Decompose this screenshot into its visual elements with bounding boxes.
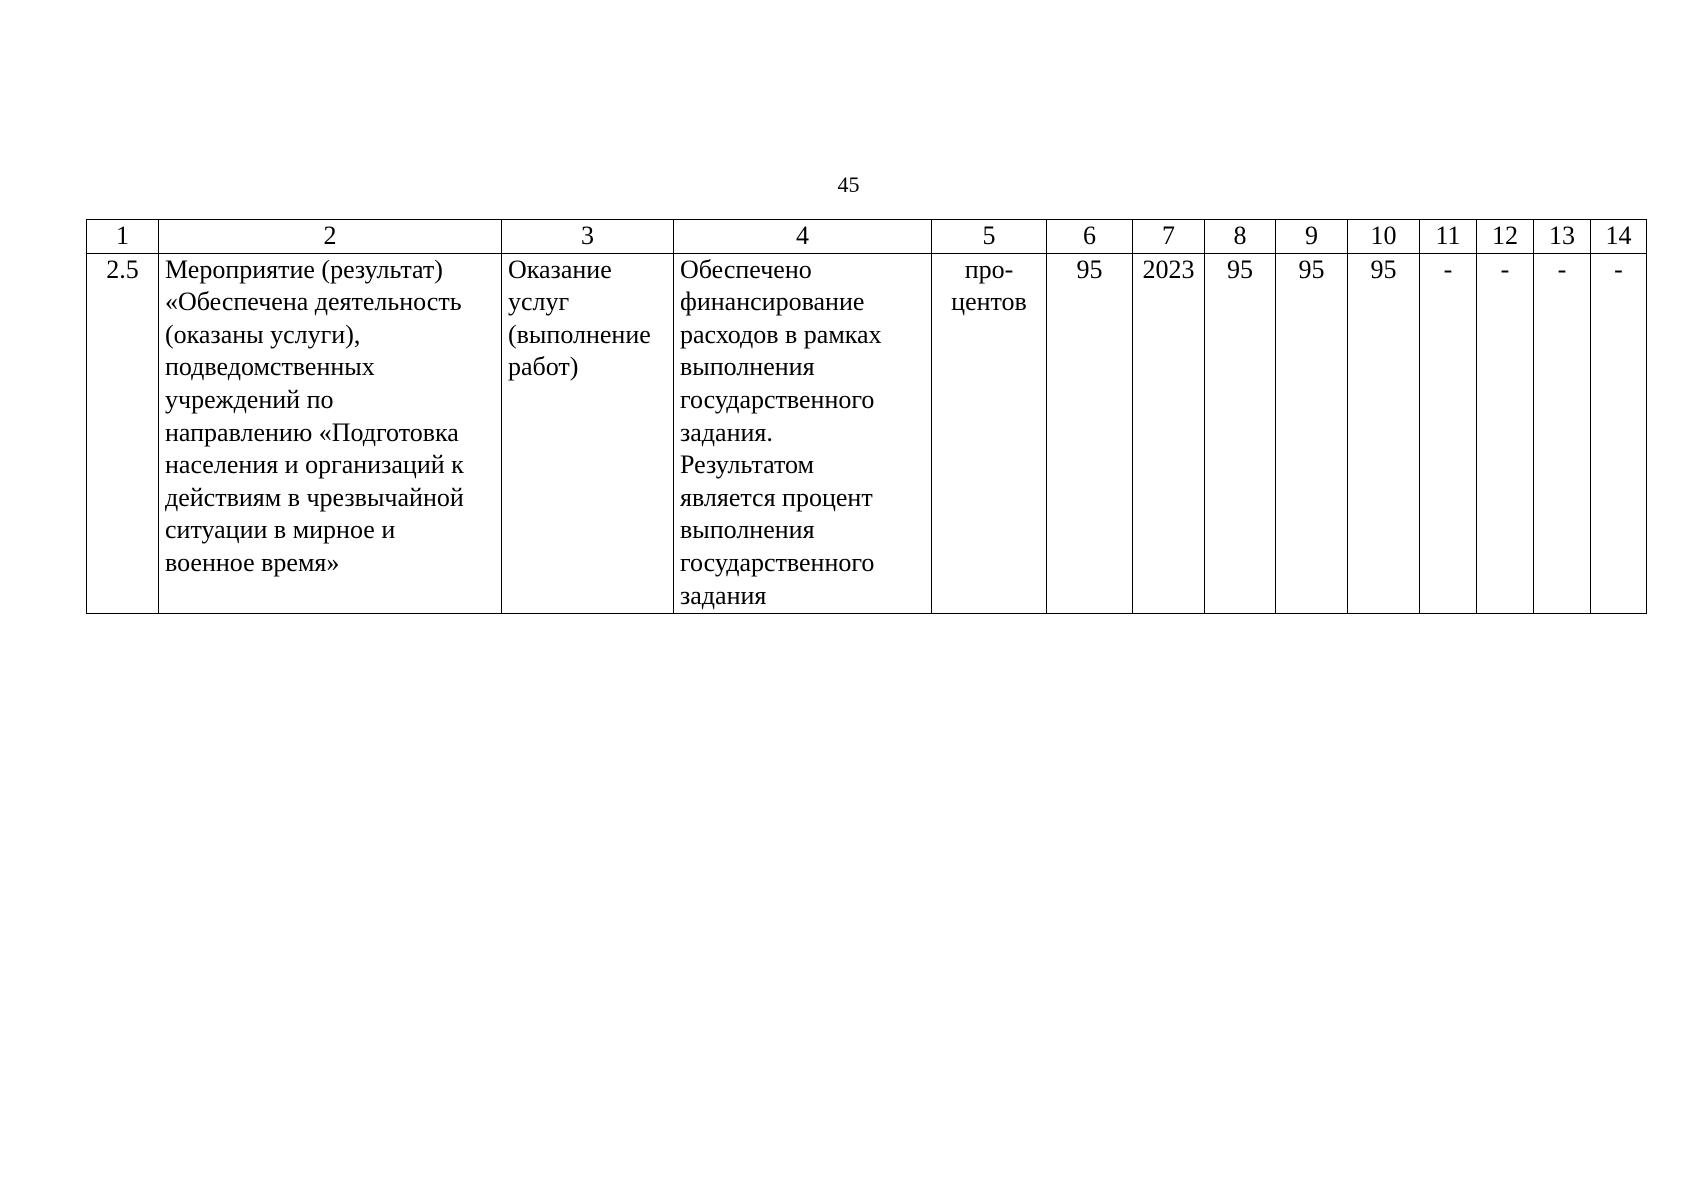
header-col-2: 2	[159, 220, 502, 254]
value-cell-14: -	[1591, 253, 1647, 613]
header-col-1: 1	[87, 220, 159, 254]
base-year-cell: 2023	[1133, 253, 1205, 613]
value-cell-9: 95	[1276, 253, 1348, 613]
value-cell-13: -	[1534, 253, 1591, 613]
header-row	[87, 220, 1647, 254]
measure-description-cell: Обеспечено финансирование расходов в рамках выполнения государственного задания. Результатом является процент выполнения государственного задания	[674, 253, 932, 613]
value-cell-12: -	[1477, 253, 1534, 613]
results-table	[86, 219, 1647, 614]
header-col-7: 7	[1133, 220, 1205, 254]
measure-name-cell: Мероприятие (результат) «Обеспечена деятельность (оказаны услуги), подведомственных учреждений по направлению «Подготовка населения и организаций к действиям в чрезвычайной ситуации в мирное и военное время»	[159, 253, 502, 613]
header-col-11: 11	[1420, 220, 1477, 254]
row-number-cell: 2.5	[87, 253, 159, 613]
header-col-14: 14	[1591, 220, 1647, 254]
page-number: 45	[837, 172, 860, 197]
value-cell-10: 95	[1348, 253, 1420, 613]
header-col-13: 13	[1534, 220, 1591, 254]
header-col-5: 5	[932, 220, 1047, 254]
header-col-8: 8	[1205, 220, 1276, 254]
header-col-4: 4	[674, 220, 932, 254]
table-row	[87, 253, 1647, 613]
measure-type-cell: Оказание услуг (выполнение работ)	[502, 253, 674, 613]
value-cell-11: -	[1420, 253, 1477, 613]
value-cell-8: 95	[1205, 253, 1276, 613]
base-value-cell: 95	[1047, 253, 1133, 613]
header-col-10: 10	[1348, 220, 1420, 254]
header-col-12: 12	[1477, 220, 1534, 254]
header-col-6: 6	[1047, 220, 1133, 254]
unit-cell: про- центов	[932, 253, 1047, 613]
header-col-3: 3	[502, 220, 674, 254]
header-col-9: 9	[1276, 220, 1348, 254]
